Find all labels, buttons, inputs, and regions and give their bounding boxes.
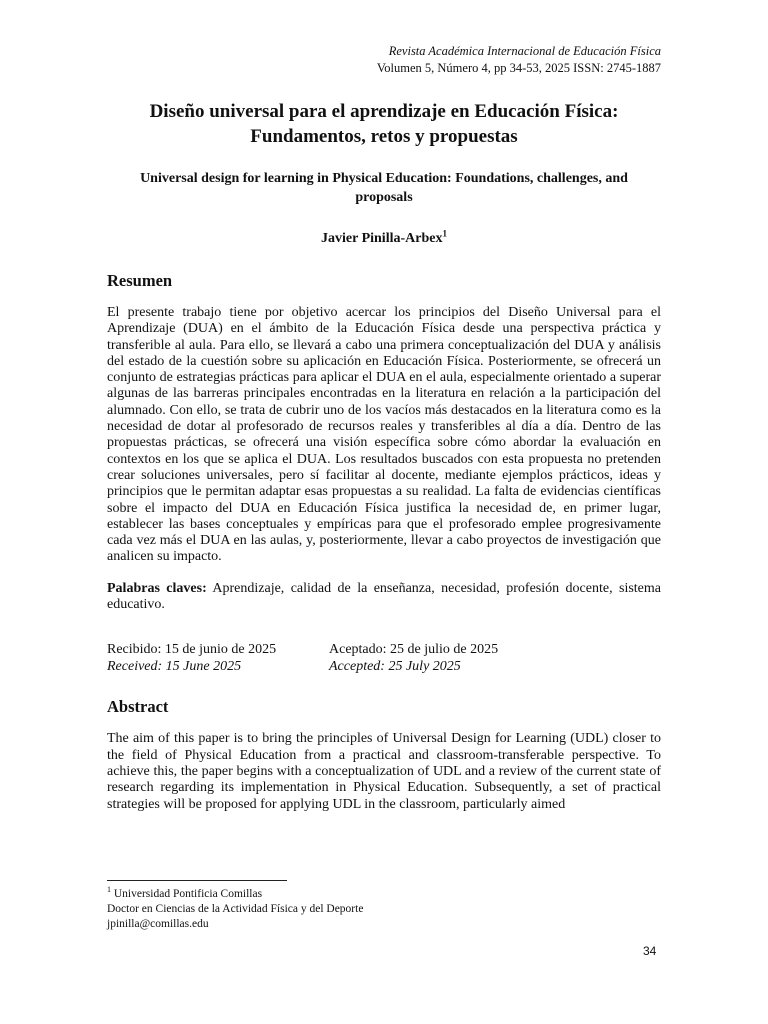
resumen-heading: Resumen [107, 271, 173, 290]
received-en: Received: 15 June 2025 [107, 659, 242, 675]
footnote-mark: 1 [107, 885, 111, 895]
footnote-degree: Doctor en Ciencias de la Actividad Física y del Deporte [107, 903, 364, 915]
page-number: 34 [643, 944, 657, 958]
running-header [107, 43, 661, 77]
article-page [107, 40, 661, 813]
received-es: Recibido: 15 de junio de 2025 [107, 642, 277, 658]
author-line [107, 228, 661, 247]
keywords-label: Palabras claves: [107, 580, 207, 596]
footnote-divider [107, 880, 287, 881]
title-line-2: Fundamentos, retos y propuestas [250, 126, 518, 147]
footnotes [107, 887, 363, 932]
journal-name: Revista Académica Internacional de Educación Física [388, 44, 661, 58]
title-line-1: Diseño universal para el aprendizaje en Educación Física: [149, 101, 619, 122]
article-title [107, 99, 661, 149]
accepted-en: Accepted: 25 July 2025 [329, 659, 461, 675]
dates-block [107, 641, 661, 675]
footnote-email: jpinilla@comillas.edu [107, 918, 209, 930]
author-name: Javier Pinilla-Arbex [321, 231, 443, 246]
abstract-heading: Abstract [107, 697, 169, 717]
english-title: Universal design for learning in Physical Education: Foundations, challenges, and proposals [140, 171, 628, 205]
accepted-es: Aceptado: 25 de julio de 2025 [329, 642, 499, 658]
abstract-text: The aim of this paper is to bring the principles of Universal Design for Learning (UDL) closer to the field of Physical Education from a practical and classroom-transferable perspective. To achieve this, the paper begins with a conceptualization of UDL and a review of the current state of research regarding its implementation in Physical Education. Subsequently, a set of practical strategies will be proposed for applying UDL in the classroom, particularly aimed [107, 731, 661, 812]
keywords [107, 581, 661, 614]
author-footnote-mark: 1 [442, 228, 447, 239]
issue-info: Volumen 5, Número 4, pp 34-53, 2025 ISSN: 2745-1887 [376, 61, 661, 75]
keywords-text: Aprendizaje, calidad de la enseñanza, necesidad, profesión docente, sistema educativo. [107, 580, 662, 613]
resumen-text: El presente trabajo tiene por objetivo acercar los principios del Diseño Universal para el Aprendizaje (DUA) en el ámbito de la Educación Física desde una perspectiva práctica y transferible al aula. Para ello, se llevará a cabo una primera conceptualización del DUA y análisis del estado de la cuestión sobre su aplicación en Educación Física. Posteriormente, se ofrecerá un conjunto de estrategias prácticas para aplicar el DUA en el aula, especialmente orientado a superar algunas de las barreras principales encontradas en la literatura en relación a la participación del alumnado. Con ello, se trata de cubrir uno de los vacíos más destacados en la literatura como es la necesidad de dotar al profesorado de recursos reales y transferibles al día a día. Dentro de las propuestas prácticas, se ofrecerá una visión específica sobre cómo abordar la evaluación en contextos en los que se aplica el DUA. Los resultados buscados con esta propuesta no pretenden crear soluciones universales, pero sí facilitar al docente, mediante ejemplos prácticos, ideas y principios que le permitan adaptar esas propuestas a su realidad. La falta de evidencias científicas sobre el impacto del DUA en Educación Física justifica la necesidad de, en primer lugar, establecer las bases conceptuales y empíricas para que el profesorado emplee progresivamente cada vez más el DUA en las aulas, y, posteriormente, llevar a cabo proyectos de investigación que analicen su impacto. [107, 305, 661, 565]
footnote-affiliation: Universidad Pontificia Comillas [113, 888, 263, 900]
